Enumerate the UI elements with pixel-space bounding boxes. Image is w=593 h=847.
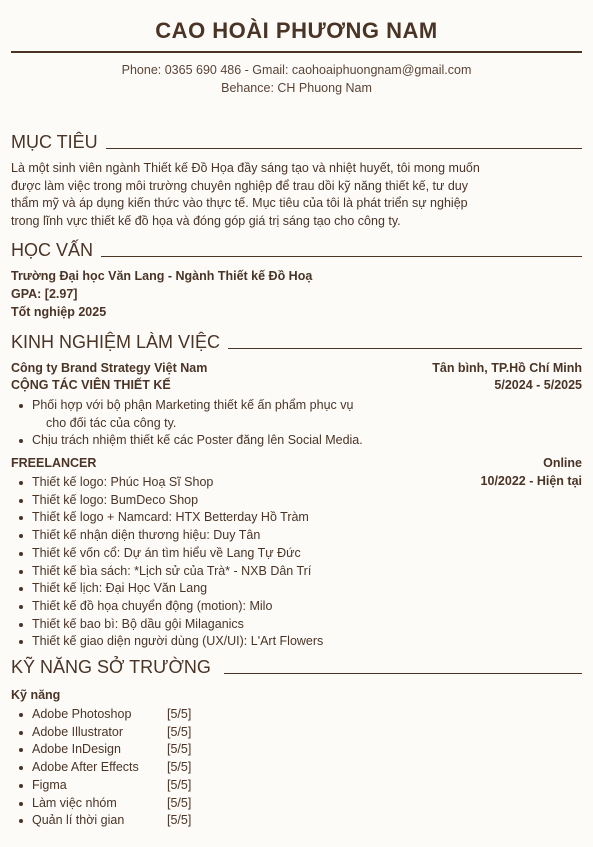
section-title-text: HỌC VẤN: [11, 240, 94, 260]
skill-name: Adobe InDesign: [32, 742, 121, 757]
list-item: Thiết kế vốn cổ: Dự án tìm hiểu về Lang Tự Đức: [11, 545, 323, 563]
section-divider: [101, 256, 582, 257]
list-item: Thiết kế bao bì: Bộ dầu gội Milaganics: [11, 616, 323, 634]
list-item: Thiết kế bìa sách: *Lịch sử của Trà* - NXB Dân Trí: [11, 563, 323, 581]
list-item: Thiết kế đồ họa chuyển động (motion): Milo: [11, 598, 323, 616]
objective-line: Là một sinh viên ngành Thiết kế Đồ Họa đầy sáng tạo và nhiệt huyết, tôi mong muốn: [11, 161, 480, 175]
job2-role: FREELANCER: [11, 456, 97, 470]
job1-company: Công ty Brand Strategy Việt Nam: [11, 361, 208, 375]
section-title-text: KINH NGHIỆM LÀM VIỆC: [11, 332, 221, 352]
skills-subtitle: Kỹ năng: [11, 688, 61, 702]
section-skills-title: [11, 658, 582, 676]
skill-score: [5/5]: [167, 760, 192, 775]
list-item: [11, 812, 191, 830]
skill-name: Figma: [32, 777, 67, 792]
list-item: [11, 706, 191, 724]
skill-name: Làm việc nhóm: [32, 795, 117, 810]
section-divider: [228, 348, 582, 349]
objective-paragraph: [11, 160, 521, 231]
job1-duties: [11, 397, 363, 450]
section-experience-title: [11, 333, 582, 351]
skill-name: Quản lí thời gian: [32, 813, 125, 828]
job2-projects: [11, 474, 323, 651]
objective-line: thẩm mỹ và áp dụng kiến thức vào thực tế. Mục tiêu của tôi là phát triển sự nghiệp: [11, 196, 468, 211]
education-gpa: GPA: [2.97]: [11, 287, 78, 301]
skill-name: Adobe Illustrator: [32, 724, 124, 739]
skill-name: Adobe After Effects: [32, 760, 139, 775]
section-title-text: MỤC TIÊU: [11, 132, 98, 152]
job1-location: Tân bình, TP.Hồ Chí Minh: [432, 361, 582, 375]
education-school: Trường Đại học Văn Lang - Ngành Thiết kế Đồ Hoạ: [11, 269, 313, 283]
skill-score: [5/5]: [167, 742, 192, 757]
contact-line-phone-email: Phone: 0365 690 486 - Gmail: caohoaiphuongnam@gmail.com: [121, 63, 472, 77]
section-education-title: [11, 241, 582, 259]
list-item: [11, 741, 191, 759]
list-item: Thiết kế logo: Phúc Hoạ Sĩ Shop: [11, 474, 323, 492]
list-item-continuation: [11, 415, 363, 433]
section-title-text: KỸ NĂNG SỞ TRƯỜNG: [11, 657, 211, 677]
job1-dates: 5/2024 - 5/2025: [494, 378, 582, 392]
header-divider: [11, 51, 582, 53]
education-graduation: Tốt nghiệp 2025: [11, 305, 107, 319]
list-item: [11, 724, 191, 742]
skill-score: [5/5]: [167, 724, 192, 739]
candidate-name: CAO HOÀI PHƯƠNG NAM: [155, 18, 438, 43]
skill-score: [5/5]: [167, 795, 192, 810]
skill-score: [5/5]: [167, 777, 192, 792]
section-divider: [224, 673, 582, 674]
list-item: Thiết kế nhận diện thương hiệu: Duy Tân: [11, 527, 323, 545]
job1-role: CỘNG TÁC VIÊN THIẾT KẾ: [11, 378, 171, 392]
skill-score: [5/5]: [167, 707, 192, 721]
job2-dates: 10/2022 - Hiện tại: [480, 474, 582, 488]
contact-line-behance: Behance: CH Phuong Nam: [221, 81, 372, 95]
objective-line: được làm việc trong môi trường chuyên nghiệp để trau dồi kỹ năng thiết kế, tư duy: [11, 178, 469, 193]
skills-list: [11, 706, 191, 830]
list-item-text: cho đối tác của công ty.: [46, 415, 177, 430]
list-item: [11, 777, 191, 795]
section-objective-title: [11, 133, 582, 151]
list-item: Thiết kế giao diện người dùng (UX/UI): L'Art Flowers: [11, 633, 323, 651]
skill-score: [5/5]: [167, 813, 192, 828]
objective-line: trong lĩnh vực thiết kế đồ họa và đóng góp giá trị sáng tạo cho công ty.: [11, 214, 401, 229]
section-divider: [106, 148, 582, 149]
job2-location: Online: [543, 456, 582, 470]
list-item: Thiết kế lịch: Đại Học Văn Lang: [11, 580, 323, 598]
list-item: Thiết kế logo + Namcard: HTX Betterday Hồ Tràm: [11, 509, 323, 527]
list-item: Thiết kế logo: BumDeco Shop: [11, 492, 323, 510]
list-item: [11, 795, 191, 813]
skill-name: Adobe Photoshop: [32, 707, 132, 721]
list-item: Chịu trách nhiệm thiết kế các Poster đăng lên Social Media.: [11, 432, 363, 450]
list-item: [11, 759, 191, 777]
list-item: Phối hợp với bộ phận Marketing thiết kế ấn phẩm phục vụ: [11, 397, 363, 415]
